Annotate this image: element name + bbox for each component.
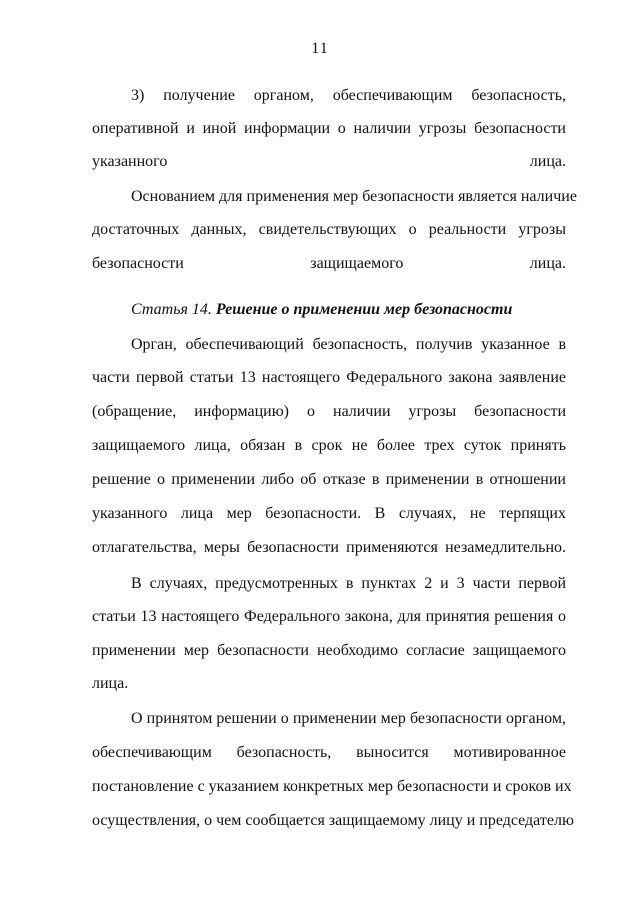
text-line: статьи 13 настоящего Федерального закона, для принятия решения о <box>92 608 566 625</box>
text-line: отлагательства, меры безопасности применяются незамедлительно. <box>92 539 566 556</box>
article-number: Статья 14. <box>131 301 212 318</box>
text-line: безопасности защищаемого лица. <box>92 255 566 272</box>
text-line: постановление с указанием конкретных мер безопасности и сроков их <box>92 778 572 795</box>
text-line: В случаях, предусмотренных в пунктах 2 и 3 части первой <box>131 575 566 592</box>
text-line: Орган, обеспечивающий безопасность, получив указанное в <box>131 336 566 353</box>
article-title: Решение о применении мер безопасности <box>215 301 513 318</box>
text-line: части первой статьи 13 настоящего Федерального закона заявление <box>92 369 566 386</box>
text-line: достаточных данных, свидетельствующих о реальности угрозы <box>92 221 566 238</box>
text-line: применении мер безопасности необходимо согласие защищаемого <box>92 642 566 659</box>
text-line: обеспечивающим безопасность, выносится мотивированное <box>92 744 566 761</box>
text-line: оперативной и иной информации о наличии угрозы безопасности <box>92 120 566 137</box>
text-line: лица. <box>92 675 129 692</box>
text-line: указанного лица. <box>92 153 566 170</box>
page-number: 11 <box>311 40 329 57</box>
text-line: защищаемого лица, обязан в срок не более трех суток принять <box>92 437 566 454</box>
article-heading <box>131 300 512 320</box>
text-line: решение о применении либо об отказе в применении в отношении <box>92 471 566 488</box>
text-line: указанного лица мер безопасности. В случаях, не терпящих <box>92 505 566 522</box>
text-line: осуществления, о чем сообщается защищаемому лицу и председателю <box>92 812 574 829</box>
text-line: О принятом решении о применении мер безопасности органом, <box>131 710 566 727</box>
text-line: Основанием для применения мер безопасности является наличие <box>131 188 577 205</box>
text-line: (обращение, информацию) о наличии угрозы безопасности <box>92 403 566 420</box>
text-line: 3) получение органом, обеспечивающим безопасность, <box>131 87 566 104</box>
